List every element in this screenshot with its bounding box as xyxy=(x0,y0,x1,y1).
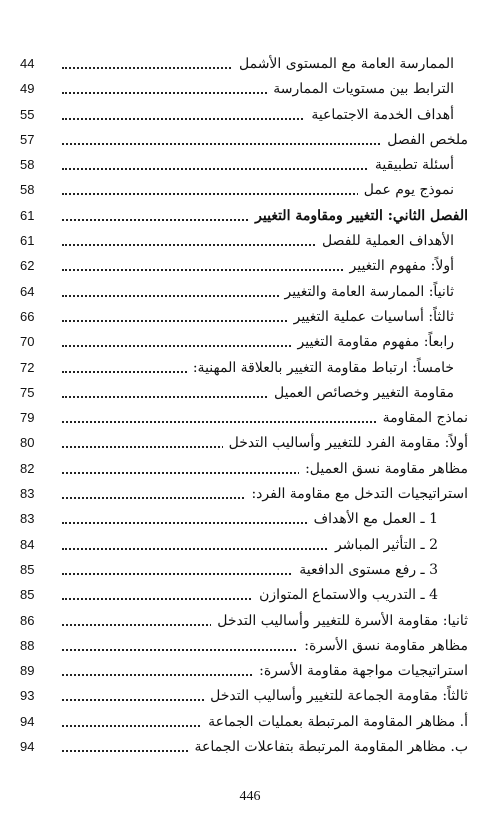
toc-entry xyxy=(0,103,500,128)
toc-entry-title: ثانيا: مقاومة الأسرة للتغيير وأساليب التدخل xyxy=(211,611,468,631)
toc-entry xyxy=(0,684,500,709)
toc-entry-page-number: 94 xyxy=(20,713,35,729)
toc-entry xyxy=(0,153,500,178)
toc-entry-title: مقاومة التغيير وخصائص العميل xyxy=(268,383,454,403)
toc-entry-title: ثالثاً: مقاومة الجماعة للتغيير وأساليب التدخل xyxy=(204,686,468,706)
page-number: 446 xyxy=(239,789,261,804)
toc-entry-page-number: 85 xyxy=(20,587,35,603)
toc-entry-title: أولاً: مفهوم التغيير xyxy=(344,256,455,276)
toc-entry-title: استراتيجيات مواجهة مقاومة الأسرة: xyxy=(253,661,468,681)
toc-entry xyxy=(0,178,500,203)
toc-entry-title: أهداف الخدمة الاجتماعية xyxy=(305,105,454,125)
toc-entry-title: 1 ـ العمل مع الأهداف xyxy=(308,509,438,529)
toc-entry xyxy=(0,558,500,583)
toc-entry xyxy=(0,254,500,279)
toc-entry xyxy=(0,305,500,330)
toc-entry xyxy=(0,52,500,77)
toc-entry-page-number: 80 xyxy=(20,435,35,451)
toc-entry-title: خامساً: ارتباط مقاومة التغيير بالعلاقة المهنية: xyxy=(187,358,454,378)
toc-entry-title: ثانياً: الممارسة العامة والتغيير xyxy=(279,282,454,302)
toc-entry xyxy=(0,457,500,482)
toc-entry-page-number: 58 xyxy=(20,182,35,198)
toc-entry-page-number: 88 xyxy=(20,637,35,653)
toc-entry xyxy=(0,229,500,254)
toc-entry xyxy=(0,507,500,532)
toc-entry xyxy=(0,330,500,355)
toc-entry xyxy=(0,280,500,305)
toc-entry xyxy=(0,583,500,608)
toc-entry-title: ثالثاً: أساسيات عملية التغيير xyxy=(288,307,454,327)
toc-entry-title: رابعاً: مفهوم مقاومة التغيير xyxy=(292,332,455,352)
toc-entry-page-number: 57 xyxy=(20,131,35,147)
toc-entry-page-number: 79 xyxy=(20,410,35,426)
table-of-contents xyxy=(0,52,500,760)
toc-entry xyxy=(0,204,500,229)
toc-entry-page-number: 44 xyxy=(20,56,35,71)
toc-entry-page-number: 83 xyxy=(20,511,35,527)
toc-entry-page-number: 86 xyxy=(20,612,35,628)
toc-entry xyxy=(0,381,500,406)
toc-entry xyxy=(0,128,500,153)
toc-entry xyxy=(0,533,500,558)
toc-entry-page-number: 49 xyxy=(20,81,35,97)
toc-entry-page-number: 89 xyxy=(20,663,35,679)
toc-entry-title: الفصل الثاني: التغيير ومقاومة التغيير xyxy=(249,206,468,226)
toc-entry-page-number: 61 xyxy=(20,207,35,223)
toc-entry xyxy=(0,659,500,684)
toc-entry-title: مظاهر مقاومة نسق العميل: xyxy=(299,459,468,479)
toc-entry xyxy=(0,406,500,431)
toc-entry xyxy=(0,710,500,735)
toc-entry-title: الممارسة العامة مع المستوى الأشمل xyxy=(233,54,454,74)
toc-entry-title: نموذج يوم عمل xyxy=(358,180,454,200)
toc-entry-page-number: 85 xyxy=(20,561,35,577)
toc-entry-title: أ. مظاهر المقاومة المرتبطة بعمليات الجماعة xyxy=(202,712,468,732)
toc-entry-title: 2 ـ التأثير المباشر xyxy=(329,535,438,555)
toc-entry-title: الترابط بين مستويات الممارسة xyxy=(267,79,454,99)
toc-entry-page-number: 75 xyxy=(20,384,35,400)
toc-entry-page-number: 94 xyxy=(20,739,35,755)
toc-entry-title: 4 ـ التدريب والاستماع المتوازن xyxy=(253,585,438,605)
toc-entry-page-number: 64 xyxy=(20,283,35,299)
toc-entry-title: الأهداف العملية للفصل xyxy=(316,231,454,251)
toc-entry-page-number: 83 xyxy=(20,486,35,502)
toc-entry-title: ملخص الفصل xyxy=(381,130,468,150)
toc-entry-page-number: 84 xyxy=(20,536,35,552)
toc-entry xyxy=(0,482,500,507)
toc-entry xyxy=(0,77,500,102)
toc-entry-page-number: 62 xyxy=(20,258,35,274)
toc-entry-title: استراتيجيات التدخل مع مقاومة الفرد: xyxy=(245,484,468,504)
toc-entry xyxy=(0,634,500,659)
toc-entry xyxy=(0,431,500,456)
toc-entry xyxy=(0,356,500,381)
toc-entry-page-number: 55 xyxy=(20,106,35,122)
toc-entry-page-number: 58 xyxy=(20,157,35,173)
toc-entry-title: نماذج المقاومة xyxy=(377,408,468,428)
toc-entry-page-number: 61 xyxy=(20,233,35,249)
toc-entry-title: 3 ـ رفع مستوى الدافعية xyxy=(293,560,438,580)
toc-entry-page-number: 66 xyxy=(20,308,35,324)
toc-entry-page-number: 72 xyxy=(20,359,35,375)
toc-entry-page-number: 93 xyxy=(20,688,35,704)
toc-entry xyxy=(0,609,500,634)
toc-entry-title: أسئلة تطبيقية xyxy=(369,155,454,175)
toc-entry-title: ب. مظاهر المقاومة المرتبطة بتفاعلات الجماعة xyxy=(189,737,468,757)
toc-entry-page-number: 82 xyxy=(20,460,35,476)
toc-entry-page-number: 70 xyxy=(20,334,35,350)
toc-entry-title: مظاهر مقاومة نسق الأسرة: xyxy=(298,636,468,656)
toc-entry xyxy=(0,735,500,760)
toc-entry-title: أولاً: مقاومة الفرد للتغيير وأساليب التدخل xyxy=(223,433,468,453)
